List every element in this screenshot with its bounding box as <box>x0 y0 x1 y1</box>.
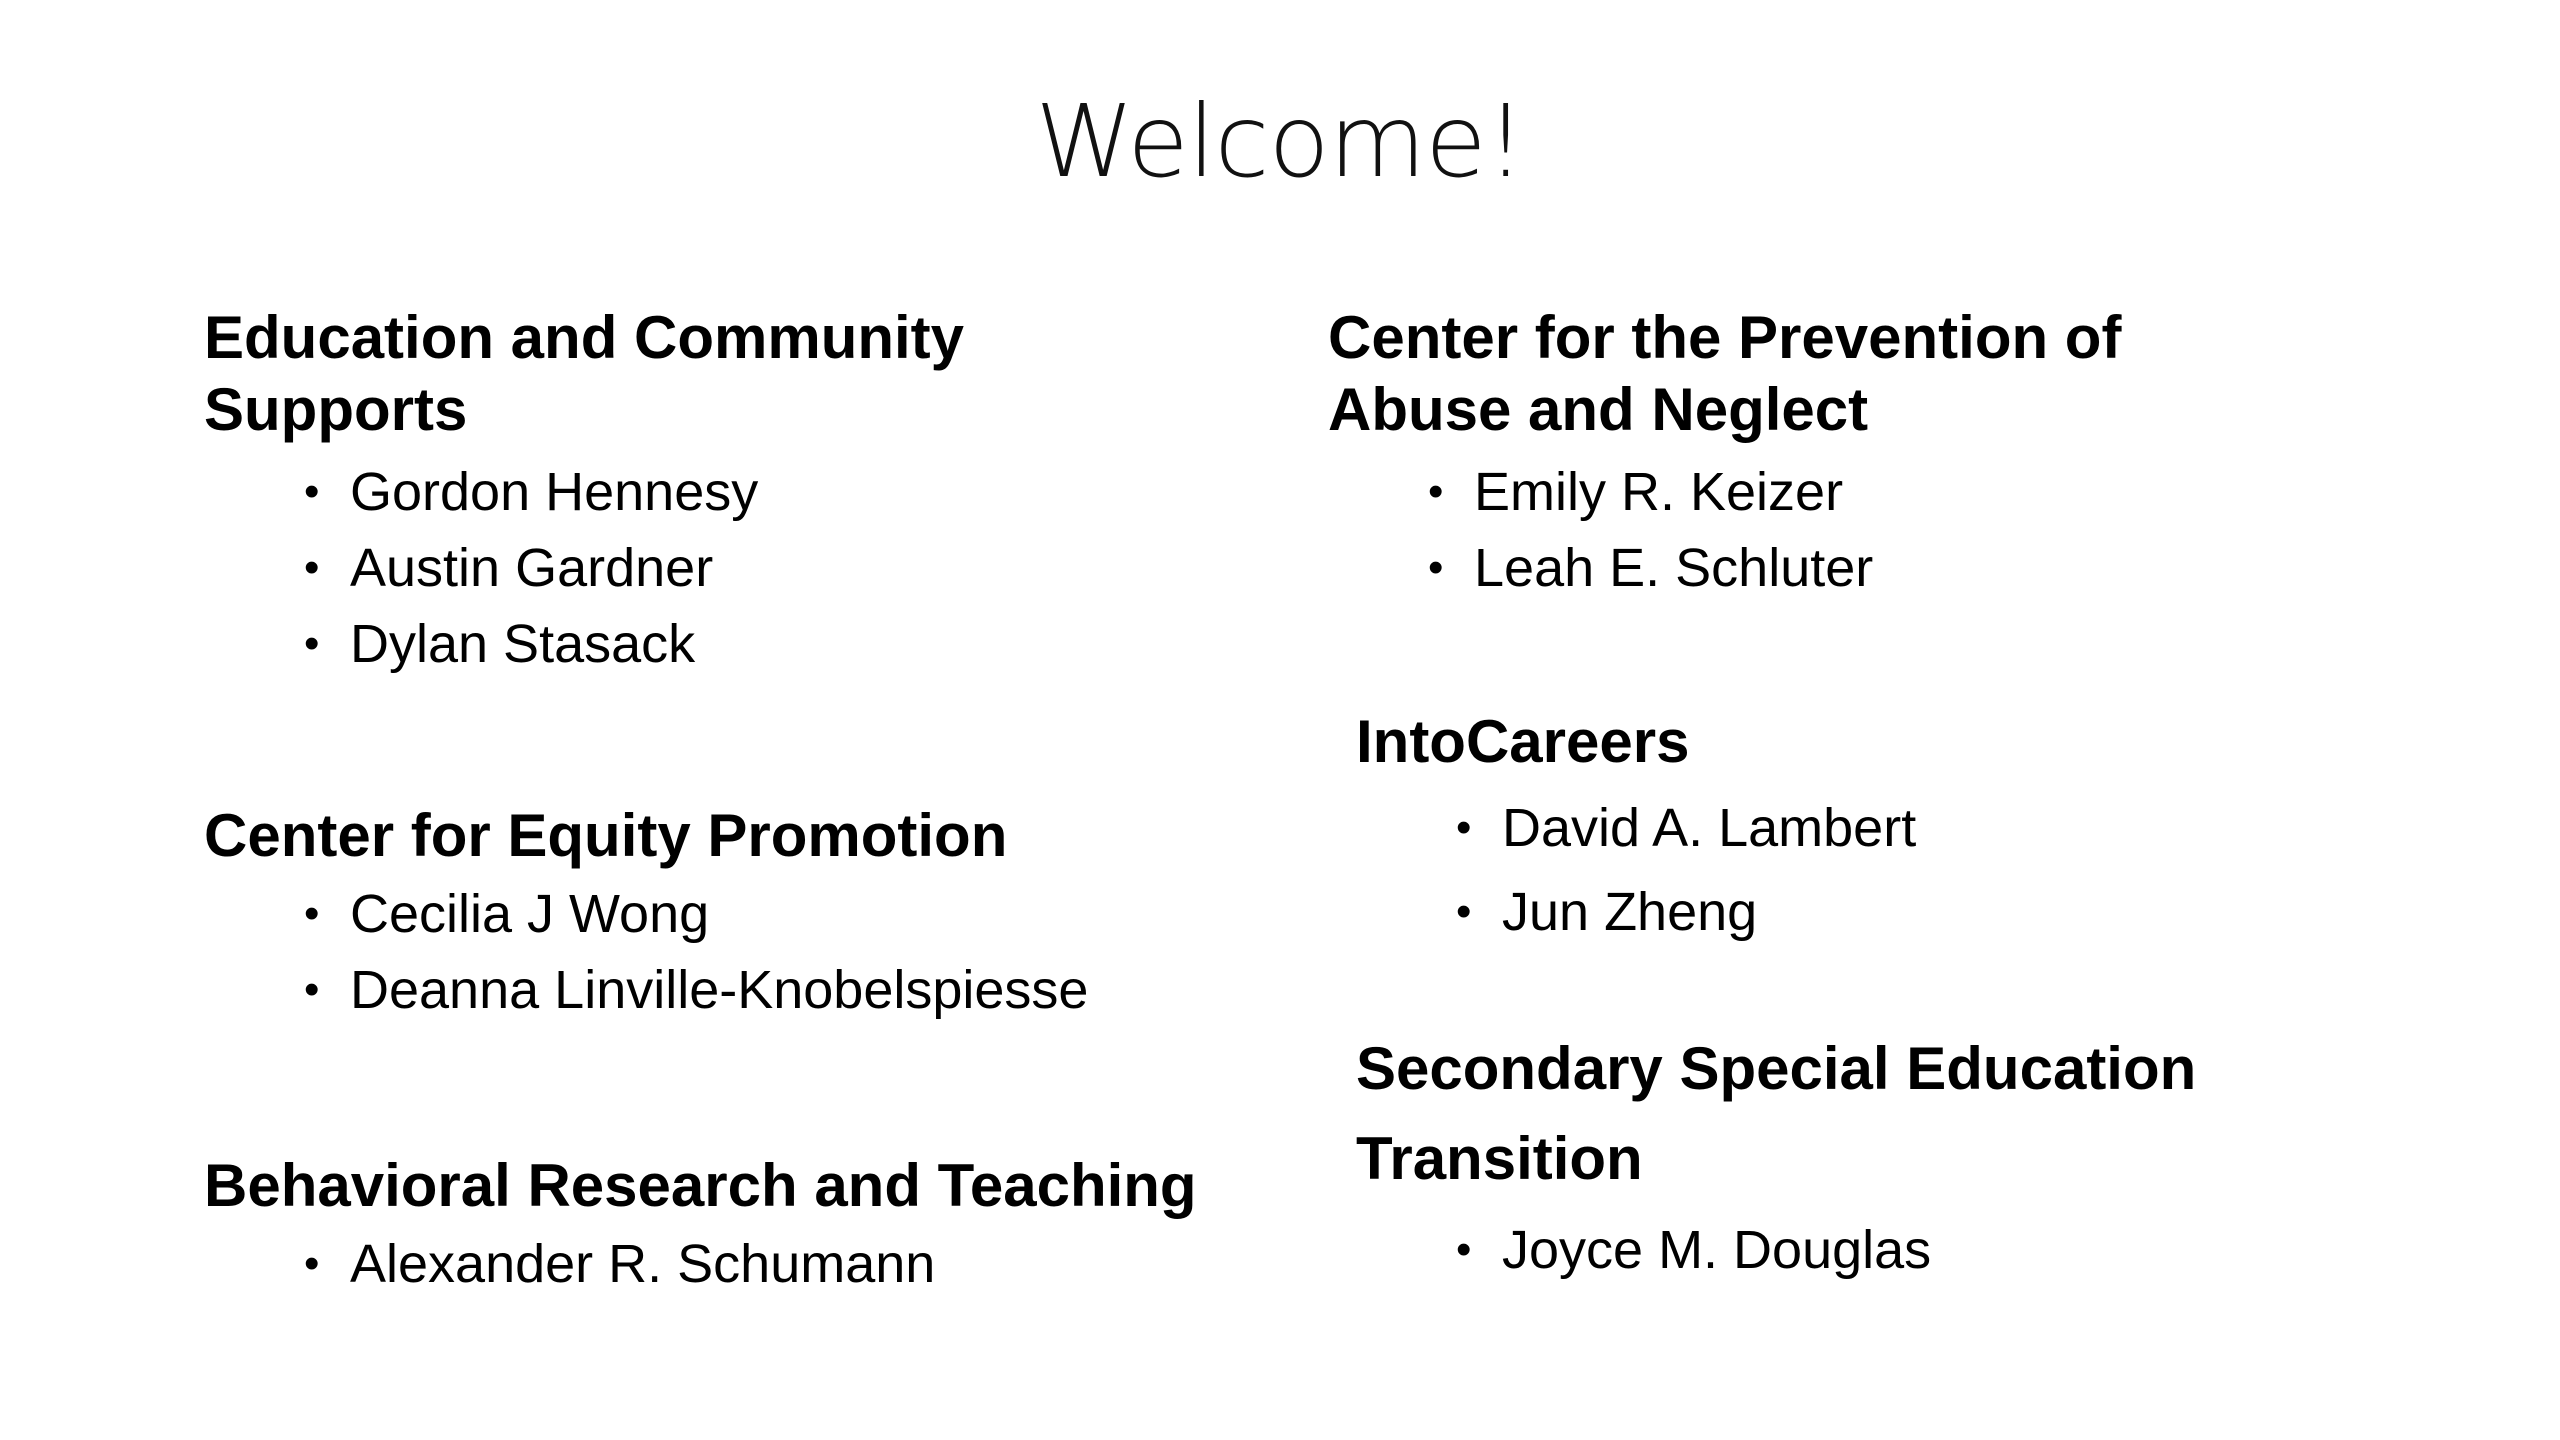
member-name: Gordon Hennesy <box>350 462 759 522</box>
member-list <box>1356 1212 2456 1288</box>
section-secondary-special-education-transition <box>1356 1024 2456 1288</box>
member-name: Dylan Stasack <box>350 614 696 674</box>
section-intocareers <box>1356 706 2456 954</box>
bullet-icon: • <box>304 467 320 516</box>
member-name: Leah E. Schluter <box>1474 538 1874 598</box>
section-center-for-equity-promotion <box>204 800 1384 1028</box>
section-heading: IntoCareers <box>1356 708 1690 775</box>
bullet-icon: • <box>1456 803 1472 852</box>
section-heading-line: Secondary Special Education <box>1356 1035 2197 1102</box>
bullet-icon: • <box>304 965 320 1014</box>
section-heading <box>1356 1024 2456 1204</box>
list-item <box>204 952 1384 1028</box>
list-item <box>204 530 1284 606</box>
list-item <box>1328 454 2428 530</box>
slide-title: Welcome! <box>1035 83 1525 200</box>
list-item <box>1328 530 2428 606</box>
list-item <box>1356 1212 2456 1288</box>
list-item <box>204 876 1384 952</box>
bullet-icon: • <box>1428 543 1444 592</box>
bullet-icon: • <box>304 543 320 592</box>
bullet-icon: • <box>1456 1225 1472 1274</box>
member-name: Austin Gardner <box>350 538 714 598</box>
member-list <box>204 454 1284 682</box>
member-name: Cecilia J Wong <box>350 884 710 944</box>
member-name: Emily R. Keizer <box>1474 462 1844 522</box>
member-name: Jun Zheng <box>1502 882 1758 942</box>
section-prevention-abuse-neglect <box>1328 302 2428 606</box>
bullet-icon: • <box>304 889 320 938</box>
member-name: Alexander R. Schumann <box>350 1234 936 1294</box>
section-behavioral-research-teaching <box>204 1150 1384 1302</box>
section-heading: Behavioral Research and Teaching <box>204 1152 1197 1219</box>
member-list <box>1328 454 2428 606</box>
list-item <box>204 1226 1384 1302</box>
member-name: Joyce M. Douglas <box>1502 1220 1932 1280</box>
list-item <box>204 606 1284 682</box>
bullet-icon: • <box>304 619 320 668</box>
section-heading <box>204 302 1284 446</box>
bullet-icon: • <box>1428 467 1444 516</box>
member-list <box>1356 786 2456 954</box>
member-name: David A. Lambert <box>1502 798 1917 858</box>
section-heading-line: Supports <box>204 376 468 443</box>
bullet-icon: • <box>1456 887 1472 936</box>
member-list <box>204 876 1384 1028</box>
member-list <box>204 1226 1384 1302</box>
list-item <box>1356 786 2456 870</box>
section-heading-line: Transition <box>1356 1125 1643 1192</box>
section-heading-line: Education and Community <box>204 304 965 371</box>
bullet-icon: • <box>304 1239 320 1288</box>
section-heading-line: Abuse and Neglect <box>1328 376 1869 443</box>
list-item <box>1356 870 2456 954</box>
section-education-community-supports <box>204 302 1284 682</box>
section-heading <box>1328 302 2428 446</box>
section-heading: Center for Equity Promotion <box>204 802 1008 869</box>
section-heading-line: Center for the Prevention of <box>1328 304 2122 371</box>
list-item <box>204 454 1284 530</box>
member-name: Deanna Linville-Knobelspiesse <box>350 960 1089 1020</box>
